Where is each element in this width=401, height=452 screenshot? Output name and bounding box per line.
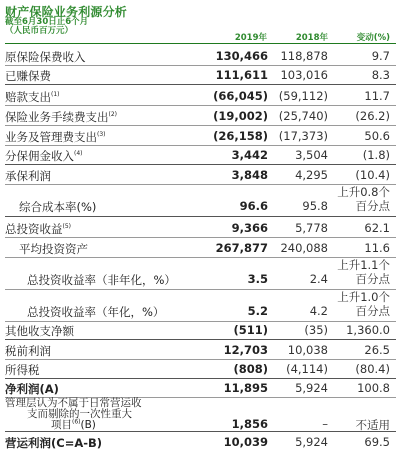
value-2019: (19,002) <box>213 109 268 123</box>
row-label-line3: 项目$^{(6)}$(B) <box>51 418 96 431</box>
value-change: 62.1 <box>364 221 390 235</box>
value-2018: – <box>322 417 328 431</box>
value-change: 100.8 <box>357 381 390 395</box>
value-change: 69.5 <box>364 435 390 449</box>
value-change: (1.8) <box>362 148 390 162</box>
row-label: 税前利润 <box>5 344 51 358</box>
row-label: 原保险保费收入 <box>5 50 86 64</box>
row-label: 总投资收益$^{(5)}$ <box>5 222 71 236</box>
value-2018: 103,016 <box>280 68 328 82</box>
value-change: 50.6 <box>364 129 390 143</box>
value-2019: 3,442 <box>231 148 268 162</box>
row-label: 赔款支出$^{(1)}$ <box>5 90 60 104</box>
value-change: (26.2) <box>355 109 390 123</box>
value-2019: (808) <box>233 362 268 376</box>
value-2018: 4.2 <box>309 304 328 318</box>
row-total-investment-income <box>5 218 396 238</box>
value-change: 不适用 <box>355 418 390 432</box>
value-2018: (59,112) <box>278 89 328 103</box>
value-change-line2: 百分点 <box>355 199 390 213</box>
row-profit-before-tax <box>5 341 396 360</box>
row-reinsurance-commission <box>5 146 396 165</box>
value-2019: 111,611 <box>215 68 268 82</box>
row-label: 总投资收益率（非年化，%） <box>27 273 176 287</box>
value-2019: (66,045) <box>213 89 268 103</box>
row-label: 保险业务手续费支出$^{(2)}$ <box>5 110 117 124</box>
row-label: 营运利润(C=A-B) <box>5 436 103 450</box>
row-underwriting-profit <box>5 166 396 185</box>
value-2018: (4,114) <box>286 362 328 376</box>
value-2018: 5,924 <box>295 381 328 395</box>
table-title: 财产保险业务利源分析 <box>5 5 128 19</box>
value-2019: 12,703 <box>223 343 268 357</box>
value-change: 8.3 <box>371 68 390 82</box>
row-label: 业务及管理费支出$^{(3)}$ <box>5 130 106 144</box>
value-2018: 10,038 <box>287 343 328 357</box>
value-2019: 3,848 <box>231 168 268 182</box>
row-label-line1: 管理层认为不属于日常营运收 <box>5 397 142 409</box>
header-rule <box>5 43 396 44</box>
row-earned-premium <box>5 66 396 85</box>
value-2019: 10,039 <box>223 435 268 449</box>
row-one-off-items <box>5 398 396 432</box>
row-label: 总投资收益率（年化，%） <box>27 305 165 319</box>
value-2019: 9,366 <box>231 221 268 235</box>
header-change: 变动(%) <box>356 33 390 43</box>
value-change-line1: 上升1.0个 <box>337 290 390 304</box>
row-income-tax <box>5 360 396 379</box>
value-change: 9.7 <box>371 49 390 63</box>
value-change: 26.5 <box>364 343 390 357</box>
row-label: 综合成本率(%) <box>19 200 97 214</box>
row-commission-expense <box>5 106 396 126</box>
value-2018: 4,295 <box>295 168 328 182</box>
row-average-investment-assets <box>5 238 396 258</box>
row-admin-expense <box>5 126 396 146</box>
period-note: 截至6月30日止6个月 <box>5 17 89 27</box>
value-change: 11.7 <box>364 89 390 103</box>
value-2019: 1,856 <box>231 417 268 431</box>
value-2018: 5,924 <box>295 435 328 449</box>
row-claims <box>5 86 396 106</box>
row-label: 所得税 <box>5 363 40 377</box>
value-change: (10.4) <box>355 168 390 182</box>
value-2019: (26,158) <box>213 129 268 143</box>
row-label: 分保佣金收入$^{(4)}$ <box>5 149 83 163</box>
row-label: 已赚保费 <box>5 69 51 83</box>
value-change: (80.4) <box>355 362 390 376</box>
value-2019: 96.6 <box>239 199 268 213</box>
value-2019: 130,466 <box>215 49 268 63</box>
row-gross-written-premium <box>5 46 396 66</box>
value-2018: 2.4 <box>309 272 328 286</box>
value-2018: 95.8 <box>302 199 328 213</box>
row-other-net <box>5 322 396 340</box>
header-2018: 2018年 <box>295 33 328 43</box>
value-2019: (511) <box>233 323 268 337</box>
value-2018: 5,778 <box>295 221 328 235</box>
value-2019: 5.2 <box>247 304 268 318</box>
value-change: 1,360.0 <box>346 323 390 337</box>
value-2018: 3,504 <box>295 148 328 162</box>
value-change-line2: 百分点 <box>355 304 390 318</box>
row-label: 平均投资资产 <box>19 242 88 256</box>
value-2018: (25,740) <box>278 109 328 123</box>
row-yield-non-annualized <box>5 258 396 290</box>
row-label: 净利润(A) <box>5 382 59 396</box>
value-2018: 240,088 <box>280 241 328 255</box>
value-2019: 11,895 <box>223 381 268 395</box>
header-2019: 2019年 <box>234 33 267 43</box>
value-change-line1: 上升1.1个 <box>337 258 390 272</box>
value-2019: 3.5 <box>247 272 268 286</box>
value-2019: 267,877 <box>215 241 268 255</box>
row-combined-ratio <box>5 185 396 217</box>
value-2018: (35) <box>304 323 328 337</box>
value-change: 11.6 <box>364 241 390 255</box>
value-2018: 118,878 <box>280 49 328 63</box>
unit-note: （人民币百万元） <box>5 26 74 36</box>
row-label-line2: 支而剔除的一次性重大 <box>27 408 132 420</box>
row-yield-annualized <box>5 290 396 322</box>
value-change-line2: 百分点 <box>355 272 390 286</box>
value-2018: (17,373) <box>278 129 328 143</box>
row-label: 承保利润 <box>5 169 51 183</box>
value-change-line1: 上升0.8个 <box>337 185 390 199</box>
row-label: 其他收支净额 <box>5 324 74 338</box>
row-operating-profit <box>5 433 396 451</box>
